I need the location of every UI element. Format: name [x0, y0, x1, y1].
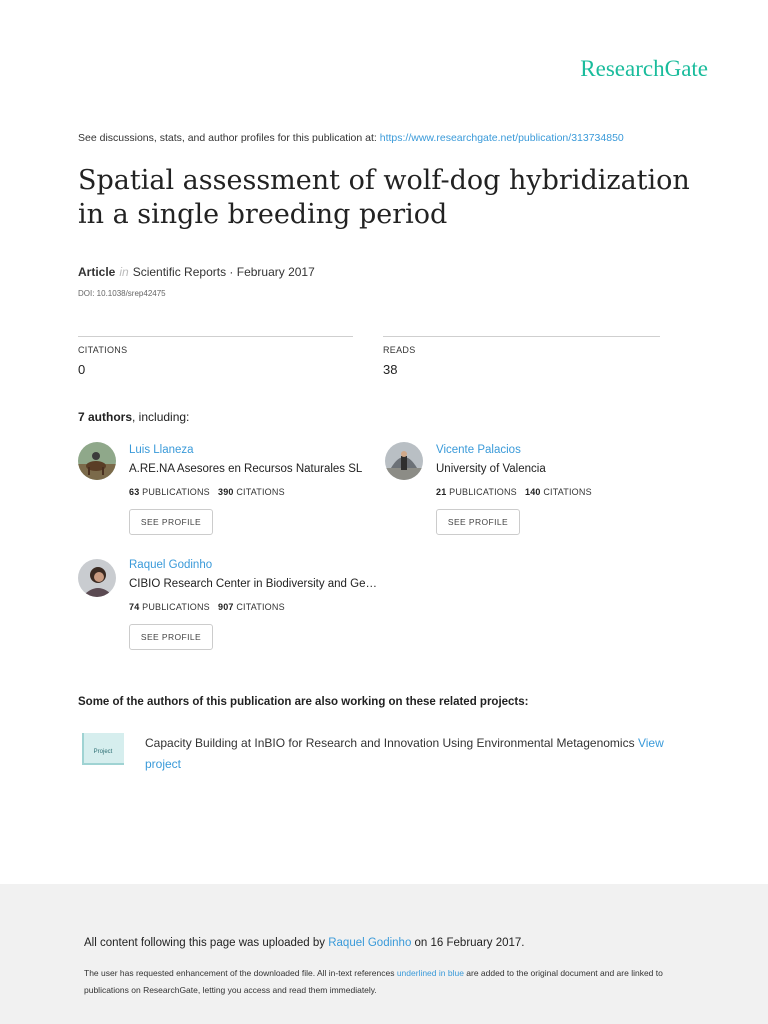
avatar-raquel-godinho[interactable] — [78, 559, 116, 597]
meta-in: in — [119, 265, 129, 279]
citations-label: CITATIONS — [543, 487, 592, 497]
see-profile-button-vicente-palacios[interactable]: SEE PROFILE — [436, 509, 520, 535]
enhancement-note — [84, 965, 704, 999]
citations-count: 907 — [217, 602, 234, 612]
reads-value: 38 — [383, 362, 398, 377]
related-projects-heading: Some of the authors of this publication are also working on these related projects: — [78, 696, 529, 708]
see-profile-button-raquel-godinho[interactable]: SEE PROFILE — [129, 624, 213, 650]
authors-heading — [78, 410, 189, 424]
avatar-photo-icon — [78, 442, 116, 480]
publications-label: PUBLICATIONS — [142, 487, 210, 497]
project-title: Capacity Building at InBIO for Research and Innovation Using Environmental Metagenomics — [145, 736, 638, 750]
see-profile-button-luis-llaneza[interactable]: SEE PROFILE — [129, 509, 213, 535]
author-institution: A.RE.NA Asesores en Recursos Naturales SL — [129, 463, 363, 475]
publications-count: 74 — [129, 602, 140, 612]
project-item — [145, 733, 685, 775]
note-part-2: are added to the original document and are linked to publications on ResearchGate, letting you access and read them immediately. — [84, 968, 663, 995]
article-meta — [78, 265, 315, 279]
citations-label: CITATIONS — [236, 602, 285, 612]
avatar-photo-icon — [78, 559, 116, 597]
author-name-vicente-palacios[interactable]: Vicente Palacios — [436, 444, 521, 456]
reads-label: READS — [383, 345, 416, 355]
publications-label: PUBLICATIONS — [449, 487, 517, 497]
citations-value: 0 — [78, 362, 86, 377]
author-stats — [129, 602, 285, 612]
citations-label: CITATIONS — [78, 345, 128, 355]
citations-divider — [78, 336, 353, 337]
discussion-line — [78, 132, 624, 144]
authors-count: 7 authors — [78, 410, 133, 424]
authors-suffix: , including: — [132, 410, 190, 424]
citations-count: 390 — [217, 487, 234, 497]
discussion-prefix: See discussions, stats, and author profiles for this publication at: — [78, 132, 380, 144]
publications-label: PUBLICATIONS — [142, 602, 210, 612]
project-icon — [82, 733, 124, 765]
avatar-photo-icon — [385, 442, 423, 480]
uploader-link[interactable]: Raquel Godinho — [328, 937, 412, 949]
author-name-raquel-godinho[interactable]: Raquel Godinho — [129, 559, 213, 571]
doi: DOI: 10.1038/srep42475 — [78, 289, 166, 298]
publication-url-link[interactable]: https://www.researchgate.net/publication/313734850 — [379, 132, 624, 144]
project-icon-label: Project — [93, 749, 113, 755]
note-underlined-blue: underlined in blue — [396, 968, 464, 978]
journal-info: Scientific Reports · February 2017 — [132, 265, 315, 279]
project-folder-icon — [82, 733, 124, 765]
author-stats — [436, 487, 592, 497]
researchgate-logo[interactable]: ResearchGate — [580, 56, 708, 81]
avatar-vicente-palacios[interactable] — [385, 442, 423, 480]
note-part-1: The user has requested enhancement of the downloaded file. All in-text references — [84, 968, 397, 978]
page-title — [78, 164, 698, 232]
view-project-link[interactable]: View project — [145, 736, 664, 771]
author-name-luis-llaneza[interactable]: Luis Llaneza — [129, 444, 194, 456]
upload-info — [84, 937, 525, 949]
upload-suffix: on 16 February 2017. — [411, 937, 525, 949]
author-institution: University of Valencia — [436, 463, 546, 475]
title-line-2: in a single breeding period — [78, 199, 448, 230]
author-institution: CIBIO Research Center in Biodiversity and Ge… — [129, 578, 377, 590]
footer-panel — [0, 884, 768, 1024]
author-stats — [129, 487, 285, 497]
citations-count: 140 — [524, 487, 541, 497]
article-type: Article — [78, 265, 116, 279]
reads-divider — [383, 336, 660, 337]
upload-prefix: All content following this page was uploaded by — [84, 937, 329, 949]
avatar-luis-llaneza[interactable] — [78, 442, 116, 480]
citations-label: CITATIONS — [236, 487, 285, 497]
publications-count: 21 — [436, 487, 447, 497]
publications-count: 63 — [129, 487, 140, 497]
title-line-1: Spatial assessment of wolf-dog hybridization — [78, 165, 690, 196]
